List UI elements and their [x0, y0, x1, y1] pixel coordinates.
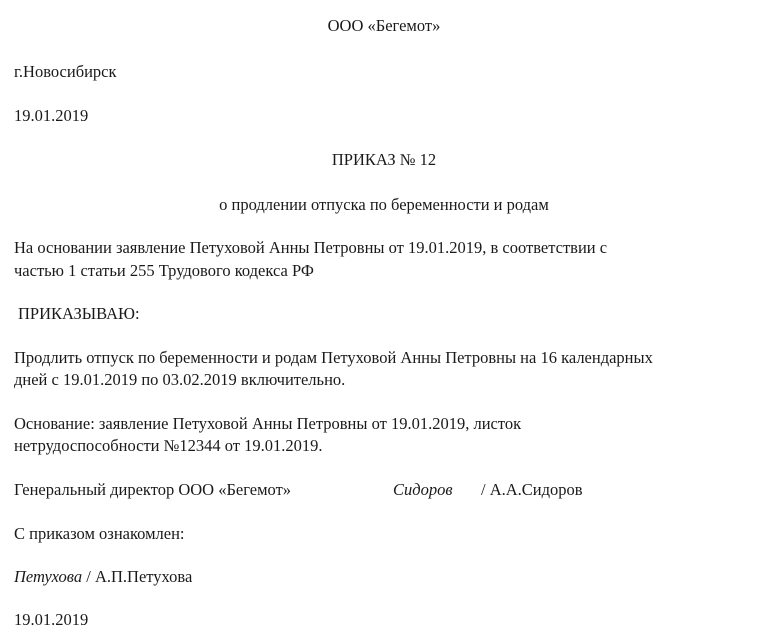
city: г.Новосибирск — [14, 62, 117, 81]
basis-line-1: На основании заявление Петуховой Анны Петровны от 19.01.2019, в соответствии с — [14, 238, 608, 257]
ground-line-2: нетрудоспособности №12344 от 19.01.2019. — [14, 436, 323, 455]
director-signature: Сидоров — [393, 480, 453, 499]
order-subject: о продлении отпуска по беременности и родам — [219, 195, 549, 214]
employee-name: / А.П.Петухова — [86, 567, 193, 586]
ground-line-1: Основание: заявление Петуховой Анны Петровны от 19.01.2019, листок — [14, 414, 522, 433]
order-text-line-2: дней с 19.01.2019 по 03.02.2019 включительно. — [14, 370, 346, 389]
order-text-line-1: Продлить отпуск по беременности и родам Петуховой Анны Петровны на 16 календарных — [14, 348, 653, 367]
basis-line-2: частью 1 статьи 255 Трудового кодекса РФ — [14, 261, 314, 280]
employee-signature: Петухова — [14, 567, 83, 586]
command-word: ПРИКАЗЫВАЮ: — [18, 304, 140, 323]
director-name: / А.А.Сидоров — [481, 480, 583, 499]
order-title: ПРИКАЗ № 12 — [331, 150, 437, 169]
document-date: 19.01.2019 — [14, 106, 89, 125]
company-name: ООО «Бегемот» — [327, 16, 441, 35]
final-date: 19.01.2019 — [14, 610, 89, 629]
director-position: Генеральный директор ООО «Бегемот» — [14, 480, 292, 499]
acknowledged-label: С приказом ознакомлен: — [14, 524, 185, 543]
employee-sign-row — [14, 567, 192, 587]
